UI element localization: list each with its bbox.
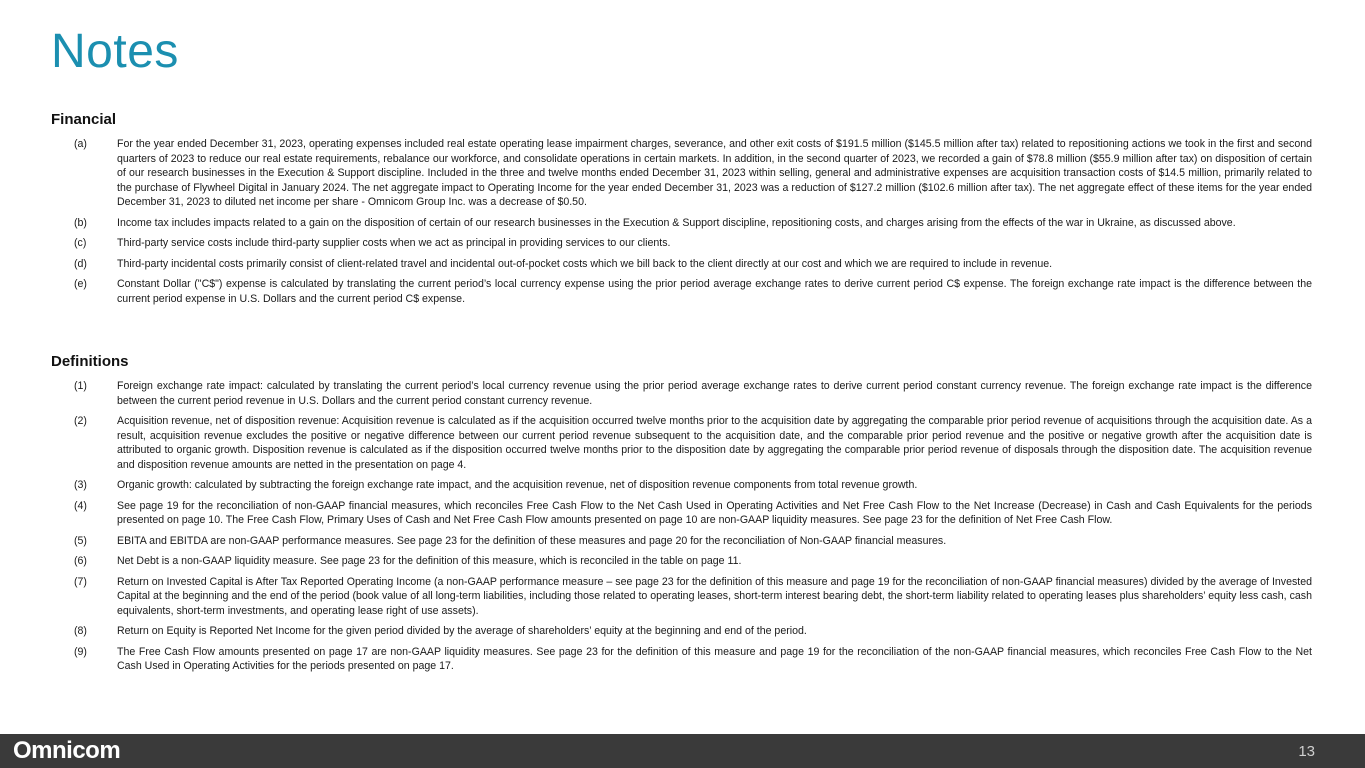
note-marker: (d) — [74, 257, 87, 270]
definitions-section — [51, 353, 1312, 680]
definition-8 — [51, 624, 1312, 639]
financial-note-e — [51, 277, 1312, 306]
note-marker: (3) — [74, 479, 87, 491]
note-text: See page 19 for the reconciliation of non-GAAP financial measures, which reconciles Free Cash Flow to the Net Cash Used in Operating Activities and Net Free Cash Flow to the Net Increase (Decrease) in Cash and Cash Equivalents for the periods presented on page 10. The Free Cash Flow, Primary Uses of Cash and Net Free Cash Flow amounts presented on page 10 are non-GAAP liquidity measures. See page 23 for the definition of Net Free Cash Flow. — [117, 499, 1312, 526]
definition-6 — [51, 554, 1312, 569]
page-title: Notes — [51, 25, 179, 78]
definition-4 — [51, 499, 1312, 528]
financial-note-c — [51, 236, 1312, 251]
financial-note-b — [51, 216, 1312, 231]
note-text: For the year ended December 31, 2023, operating expenses included real estate operating lease impairment charges, severance, and other exit costs of $191.5 million ($145.5 million after tax) related to repositioning actions we took in the first and second quarters of 2023 to reduce our real estate requirements, rebalance our workforce, and consolidate operations in certain markets. In addition, in the second quarter of 2023, we recorded a gain of $78.8 million ($55.9 million after tax) on disposition of certain of our research businesses in the Execution & Support discipline. Included in the three and twelve months ended December 31, 2023 within selling, general and administrative expenses are acquisition transaction costs of $14.5 million, primarily related to the purchase of Flywheel Digital in January 2024. The net aggregate impact to Operating Income for the year ended December 31, 2023 was a reduction of $127.2 million ($102.6 million after tax). The net aggregate effect of these items for the year ended December 31, 2023 to diluted net income per share - Omnicom Group Inc. was a decrease of $0.50. — [117, 138, 1312, 208]
note-text: Acquisition revenue, net of disposition revenue: Acquisition revenue is calculated as if the acquisition occurred twelve months prior to the acquisition date by aggregating the comparable prior period revenue of acquisitions through the acquisition date. As a result, acquisition revenue excludes the positive or negative difference between our current period revenue subsequent to the acquisition date, and the comparable prior period revenue and the positive or negative growth after the acquisition date is attributed to organic growth. Disposition revenue is calculated as if the disposition occurred twelve months prior to the disposition date by aggregating the comparable prior period revenue of disposals through the disposition date. The acquisition revenue and disposition revenue amounts are netted in the presentation on page 4. — [117, 415, 1312, 471]
note-marker: (7) — [74, 575, 87, 588]
definitions-heading: Definitions — [51, 353, 129, 370]
note-text: EBITA and EBITDA are non-GAAP performance measures. See page 23 for the definition of these measures and page 20 for the reconciliation of Non-GAAP financial measures. — [117, 534, 947, 547]
note-marker: (6) — [74, 555, 87, 567]
note-text: Return on Equity is Reported Net Income for the given period divided by the average of shareholders’ equity at the beginning and end of the period. — [117, 625, 807, 637]
note-marker: (8) — [74, 625, 87, 637]
page-number: 13 — [1298, 743, 1315, 760]
note-text: Third-party incidental costs primarily consist of client-related travel and incidental out-of-pocket costs which we bill back to the client directly at our cost and which we are required to include in revenue. — [117, 257, 1053, 270]
note-text: Third-party service costs include third-party supplier costs when we act as principal in providing services to our clients. — [117, 237, 671, 249]
definition-1 — [51, 379, 1312, 408]
note-marker: (a) — [74, 138, 87, 150]
definition-2 — [51, 414, 1312, 472]
note-marker: (e) — [74, 278, 87, 290]
note-text: Constant Dollar ("C$") expense is calculated by translating the current period’s local currency expense using the prior period average exchange rates to derive current period C$ expense. The foreign exchange rate impact is the difference between the current period expense in U.S. Dollars and the current period C$ expense. — [117, 278, 1312, 305]
note-marker: (1) — [74, 380, 87, 392]
note-text: Organic growth: calculated by subtracting the foreign exchange rate impact, and the acquisition revenue, net of disposition revenue components from total revenue growth. — [117, 479, 918, 491]
footer-bar — [0, 734, 1365, 768]
financial-note-a — [51, 137, 1312, 210]
financial-section — [51, 111, 1312, 312]
note-marker: (9) — [74, 645, 87, 658]
definition-3 — [51, 478, 1312, 493]
definition-5 — [51, 534, 1312, 549]
definition-9 — [51, 645, 1312, 674]
note-marker: (2) — [74, 415, 87, 427]
note-marker: (b) — [74, 216, 87, 229]
note-text: Net Debt is a non-GAAP liquidity measure. See page 23 for the definition of this measure, which is reconciled in the table on page 11. — [117, 555, 742, 567]
definition-7 — [51, 575, 1312, 619]
note-marker: (5) — [74, 534, 87, 547]
note-marker: (4) — [74, 499, 87, 512]
financial-heading: Financial — [51, 111, 117, 128]
note-text: The Free Cash Flow amounts presented on page 17 are non-GAAP liquidity measures. See page 23 for the definition of this measure and page 19 for the reconciliation of the non-GAAP financial measures, which reconciles Free Cash Flow to the Net Cash Used in Operating Activities for the periods presented on page 17. — [117, 645, 1312, 672]
note-marker: (c) — [74, 237, 87, 249]
note-text: Income tax includes impacts related to a gain on the disposition of certain of our research businesses in the Execution & Support discipline, repositioning costs, and charges arising from the effects of the war in Ukraine, as discussed above. — [117, 216, 1236, 229]
note-text: Foreign exchange rate impact: calculated by translating the current period’s local currency revenue using the prior period average exchange rates to derive current period constant currency revenue. The foreign exchange rate impact is the difference between the current period revenue in U.S. Dollars and the current period constant currency revenue. — [117, 380, 1312, 407]
financial-note-d — [51, 257, 1312, 272]
note-text: Return on Invested Capital is After Tax Reported Operating Income (a non-GAAP performance measure – see page 23 for the definition of this measure and page 19 for the reconciliation of non-GAAP financial measures) divided by the average of Invested Capital at the beginning and the end of the period (book value of all long-term liabilities, including those related to operating leases, short-term interest bearing debt, the short-term liability related to operating leases plus shareholders’ equity less cash, cash equivalents, short-term investments, and operating lease right of use assets). — [117, 575, 1312, 617]
omnicom-logo: Omnicom — [13, 737, 121, 764]
